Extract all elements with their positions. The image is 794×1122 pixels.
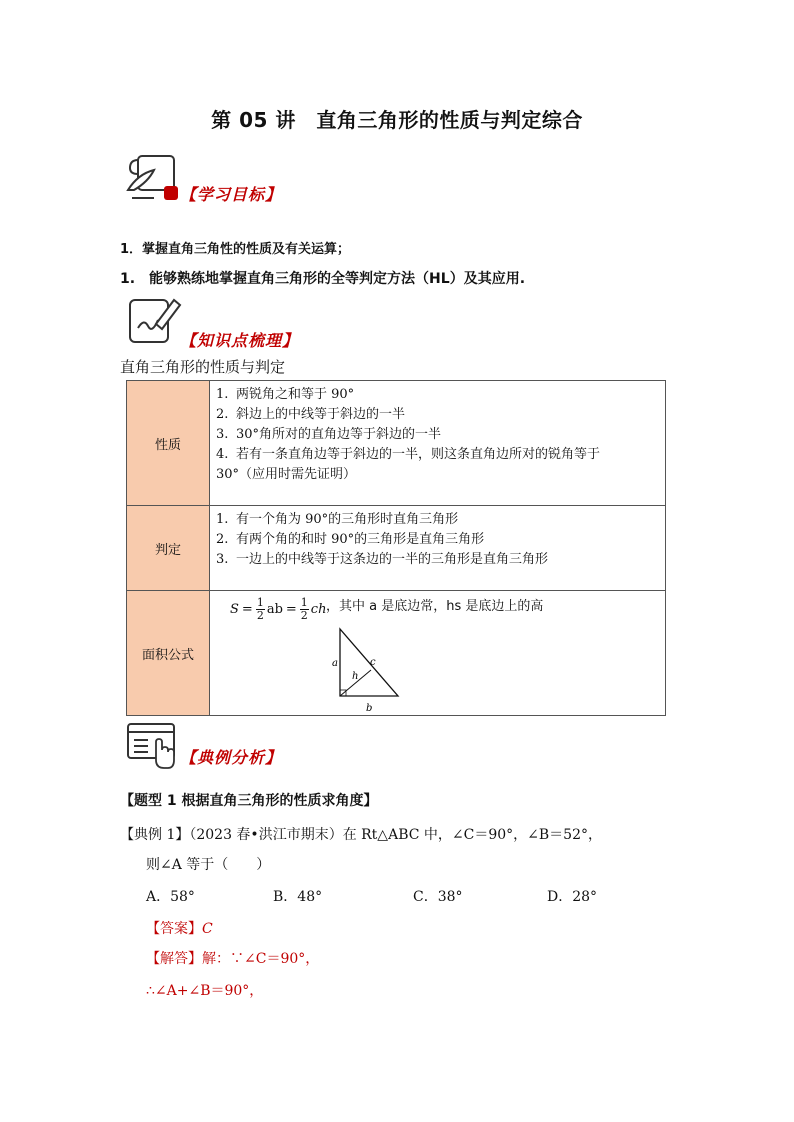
row-label-area: 面积公式 xyxy=(127,591,210,716)
browser-hand-icon xyxy=(126,722,180,772)
option-c: C．38° xyxy=(413,889,463,905)
list-item: 1. 两锐角之和等于 90° xyxy=(216,387,355,402)
goal-item: 1. 能够熟练地掌握直角三角形的全等判定方法（HL）及其应用. xyxy=(120,271,526,287)
list-item: 3. 30°角所对的直角边等于斜边的一半 xyxy=(216,427,442,442)
solution-label: 【解答】 xyxy=(146,951,202,967)
area-formula: S = $\frac{1}{2}$ ab = $\frac{1}{2}$ ch xyxy=(230,596,327,622)
example-question-line: 则∠A 等于（ ） xyxy=(146,857,271,873)
list-item-continuation: 30°（应用时需先证明） xyxy=(216,467,357,482)
row-label-criteria: 判定 xyxy=(127,506,210,591)
scroll-quill-icon xyxy=(124,150,184,206)
table-row xyxy=(127,506,666,591)
svg-text:h: h xyxy=(352,671,359,682)
solution-line: 【解答】解：∵∠C＝90°， xyxy=(146,951,320,967)
list-item: 1. 有一个角为 90°的三角形时直角三角形 xyxy=(216,512,459,527)
notebook-pencil-icon xyxy=(126,294,182,346)
row-label-properties: 性质 xyxy=(127,381,210,506)
page-title: 第 05 讲 直角三角形的性质与判定综合 xyxy=(211,108,583,132)
knowledge-label: 【知识点梳理】 xyxy=(180,331,300,350)
row-content-criteria xyxy=(210,506,666,591)
question-type-heading: 【题型 1 根据直角三角形的性质求角度】 xyxy=(120,793,378,809)
table-title: 直角三角形的性质与判定 xyxy=(120,358,286,376)
list-item: 2. 有两个角的和时 90°的三角形是直角三角形 xyxy=(216,532,485,547)
list-item: 4. 若有一条直角边等于斜边的一半，则这条直角边所对的锐角等于 xyxy=(216,447,601,462)
goal-item: 1．掌握直角三角性的性质及有关运算； xyxy=(120,242,351,257)
svg-text:c: c xyxy=(370,657,376,668)
example-question-line: 【典例 1】（2023 春•洪江市期末）在 Rt△ABC 中，∠C＝90°，∠B＝52°， xyxy=(120,827,602,843)
list-item: 2. 斜边上的中线等于斜边的一半 xyxy=(216,407,406,422)
examples-label: 【典例分析】 xyxy=(180,748,283,767)
option-d: D．28° xyxy=(547,889,598,905)
row-content-area xyxy=(210,591,666,716)
answer-value: C xyxy=(202,921,213,937)
option-b: B．48° xyxy=(273,889,323,905)
right-triangle-figure xyxy=(310,621,430,717)
formula-note: ，其中 a 是底边常，hs 是底边上的高 xyxy=(326,599,544,614)
table-row xyxy=(127,591,666,716)
table-row xyxy=(127,381,666,506)
list-item: 3. 一边上的中线等于这条边的一半的三角形是直角三角形 xyxy=(216,552,549,567)
answer-label: 【答案】 xyxy=(146,921,202,937)
knowledge-table xyxy=(126,380,666,716)
row-content-properties xyxy=(210,381,666,506)
goals-label: 【学习目标】 xyxy=(180,185,283,204)
svg-text:a: a xyxy=(332,658,338,669)
svg-text:b: b xyxy=(366,703,373,714)
option-a: A．58° xyxy=(146,889,195,905)
answer-line xyxy=(146,918,213,938)
solution-line: ∴∠A+∠B＝90°， xyxy=(146,983,264,999)
